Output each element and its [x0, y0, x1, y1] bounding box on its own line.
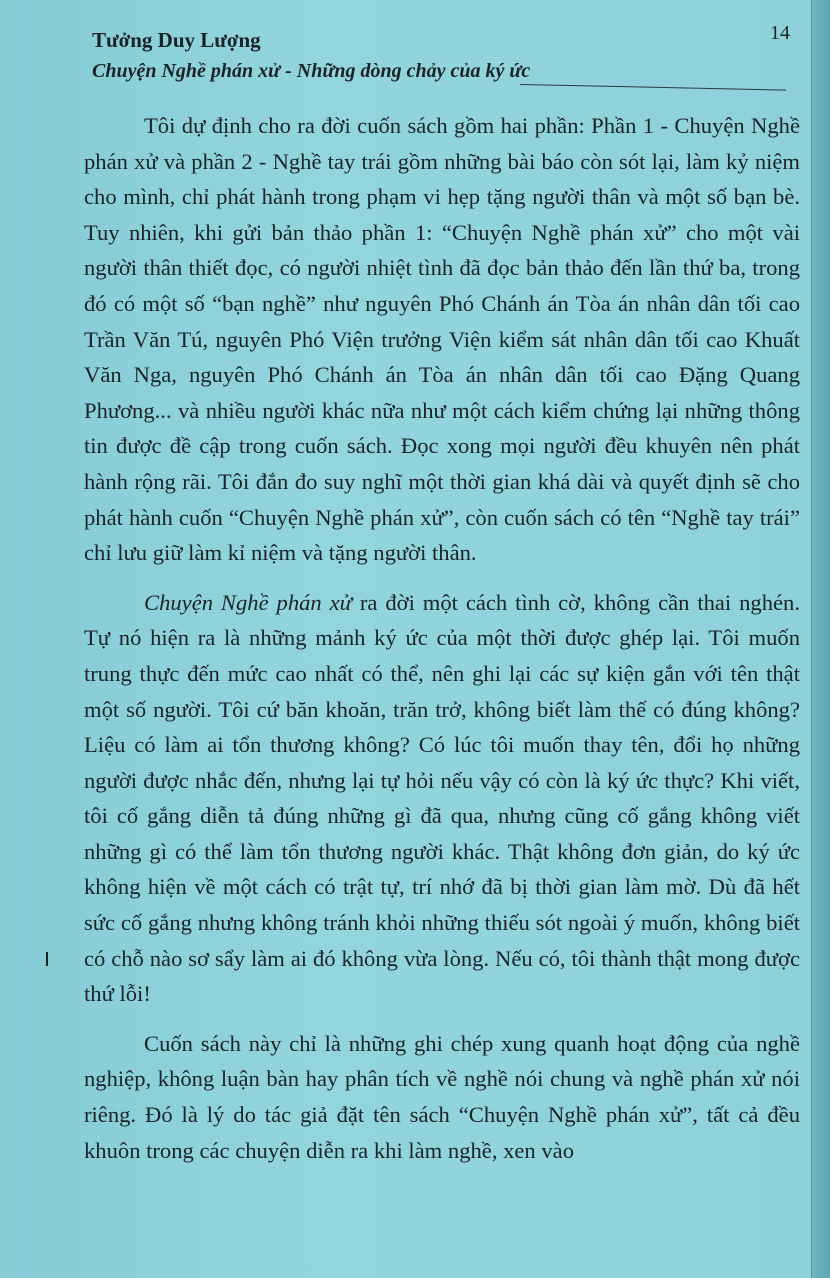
paragraph-3 — [84, 1026, 800, 1168]
body-text — [84, 108, 800, 1182]
running-header — [92, 28, 792, 98]
paragraph-1-text: Tôi dự định cho ra đời cuốn sách gồm hai phần: Phần 1 - Chuyện Nghề phán xử và phần 2 - Nghề tay trái gồm những bài báo còn sót lại, làm kỷ niệm cho mình, chỉ phát hành trong phạm vi hẹp tặng người thân và một số bạn bè. Tuy nhiên, khi gửi bản thảo phần 1: “Chuyện Nghề phán xử” cho một vài người thân thiết đọc, có người nhiệt tình đã đọc bản thảo đến lần thứ ba, trong đó có một số “bạn nghề” như nguyên Phó Chánh án Tòa án nhân dân tối cao Trần Văn Tú, nguyên Phó Viện trưởng Viện kiểm sát nhân dân tối cao Khuất Văn Nga, nguyên Phó Chánh án Tòa án nhân dân tối cao Đặng Quang Phương... và nhiều người khác nữa như một cách kiểm chứng lại những thông tin được đề cập trong cuốn sách. Đọc xong mọi người đều khuyên nên phát hành rộng rãi. Tôi đắn đo suy nghĩ một thời gian khá dài và quyết định sẽ cho phát hành cuốn “Chuyện Nghề phán xử”, còn cuốn sách có tên “Nghề tay trái” chỉ lưu giữ làm kỉ niệm và tặng người thân. — [84, 113, 800, 566]
paragraph-1 — [84, 108, 800, 571]
margin-mark — [46, 952, 48, 966]
paragraph-2 — [84, 585, 800, 1012]
book-subtitle: Chuyện Nghề phán xử - Những dòng chảy của ký ức — [92, 60, 531, 82]
paragraph-3-text: Cuốn sách này chỉ là những ghi chép xung quanh hoạt động của nghề nghiệp, không luận bàn hay phân tích về nghề nói chung và nghề phán xử nói riêng. Đó là lý do tác giả đặt tên sách “Chuyện Nghề phán xử”, tất cả đều khuôn trong các chuyện diễn ra khi làm nghề, xen vào — [84, 1030, 800, 1163]
paragraph-2-text: ra đời một cách tình cờ, không cần thai nghén. Tự nó hiện ra là những mảnh ký ức của một thời được ghép lại. Tôi muốn trung thực đến mức cao nhất có thể, nên ghi lại các sự kiện gắn với tên thật một số người. Tôi cứ băn khoăn, trăn trở, không biết làm thế có đúng không? Liệu có làm ai tổn thương không? Có lúc tôi muốn thay tên, đổi họ những người được nhắc đến, nhưng lại tự hỏi nếu vậy có còn là ký ức thực? Khi viết, tôi cố gắng diễn tả đúng những gì đã qua, nhưng cũng cố gắng không viết những gì có thể làm tổn thương người khác. Thật không đơn giản, do ký ức không hiện về một cách có trật tự, trí nhớ đã bị thời gian làm mờ. Dù đã hết sức cố gắng nhưng không tránh khỏi những thiếu sót ngoài ý muốn, không biết có chỗ nào sơ sẩy làm ai đó không vừa lòng. Nếu có, tôi thành thật mong được thứ lỗi! — [84, 589, 800, 1007]
header-rule — [520, 84, 786, 91]
paragraph-2-book-title: Chuyện Nghề phán xử — [144, 589, 352, 615]
author-name: Tưởng Duy Lượng — [92, 28, 261, 52]
page-number: 14 — [770, 22, 790, 44]
page-edge — [811, 0, 830, 1278]
